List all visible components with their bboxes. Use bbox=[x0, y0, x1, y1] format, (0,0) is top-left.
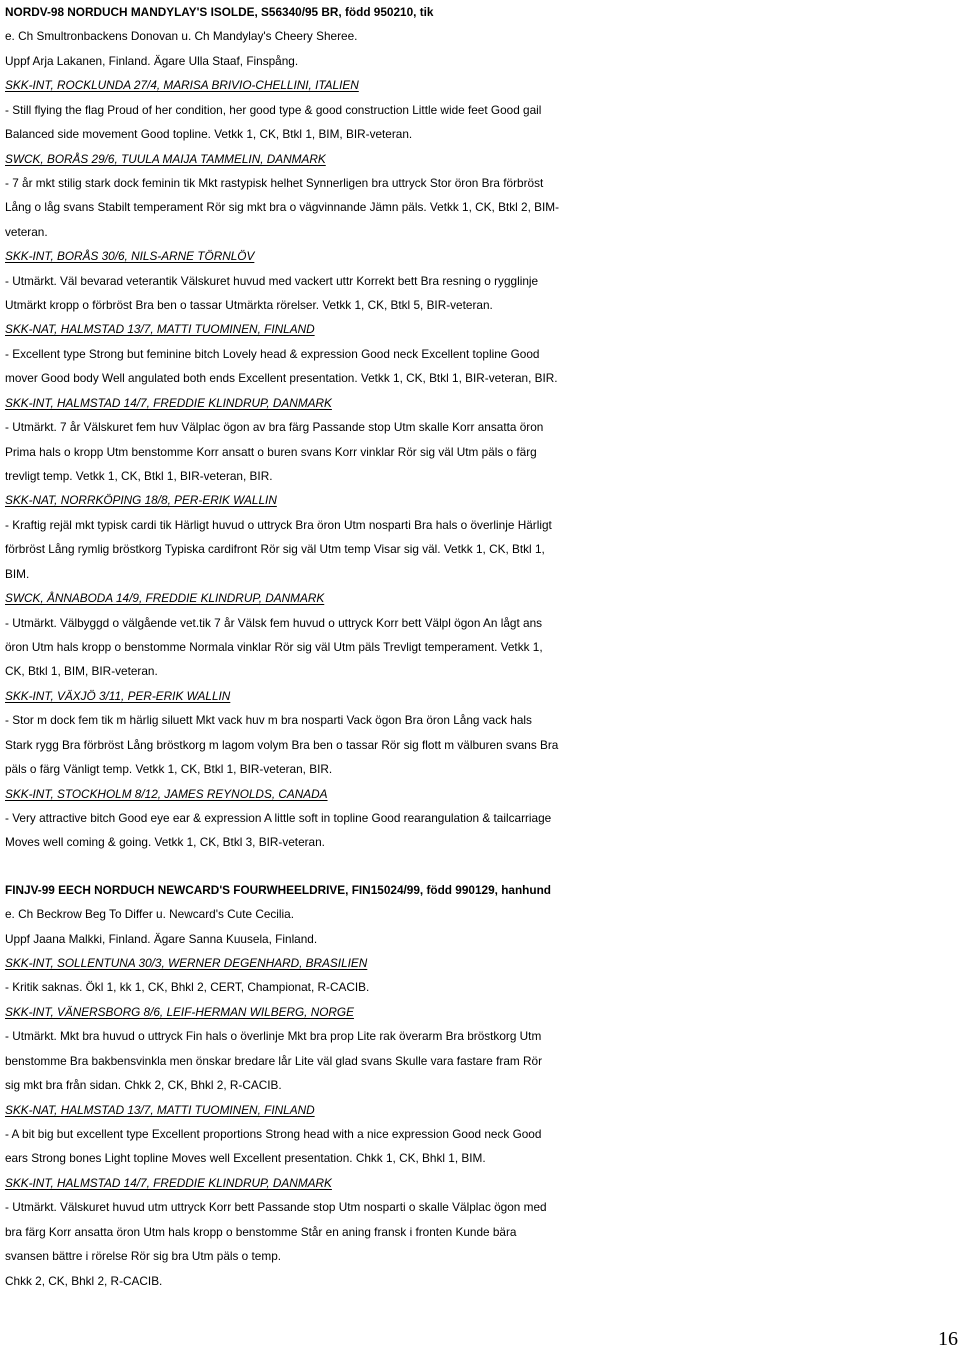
entry-2 bbox=[5, 878, 957, 1293]
text-line: Utmärkt kropp o förbröst Bra ben o tassar Utmärkta rörelser. Vetkk 1, CK, Btkl 5, BIR-veteran. bbox=[5, 298, 493, 313]
text-line: - Utmärkt. 7 år Välskuret fem huv Välplac ögon av bra färg Passande stop Utm skalle Korr ansatta öron bbox=[5, 420, 544, 435]
text-line: - Very attractive bitch Good eye ear & expression A little soft in topline Good rearangulation & tailcarriage bbox=[5, 810, 552, 825]
text-line: ears Strong bones Light topline Moves well Excellent presentation. Chkk 1, CK, Bhkl 1, BIM. bbox=[5, 1151, 486, 1166]
judge-heading: SKK-INT, VÄXJÖ 3/11, PER-ERIK WALLIN bbox=[5, 688, 231, 703]
judge-heading: SKK-INT, HALMSTAD 14/7, FREDDIE KLINDRUP, DANMARK bbox=[5, 1175, 332, 1190]
text-line: Uppf Arja Lakanen, Finland. Ägare Ulla Staaf, Finspång. bbox=[5, 53, 299, 68]
text-line: BIM. bbox=[5, 566, 30, 581]
text-line: Stark rygg Bra förbröst Lång bröstkorg m lagom volym Bra ben o tassar Rör sig flott m välburen svans Bra bbox=[5, 737, 559, 752]
text-line: e. Ch Smultronbackens Donovan u. Ch Mandylay's Cheery Sheree. bbox=[5, 29, 358, 44]
text-line: - Stor m dock fem tik m härlig siluett Mkt vack huv m bra nosparti Vack ögon Bra öron Lång vack hals bbox=[5, 713, 532, 728]
judge-heading: SKK-INT, HALMSTAD 14/7, FREDDIE KLINDRUP, DANMARK bbox=[5, 395, 332, 410]
entry-body bbox=[5, 902, 957, 1293]
text-line: öron Utm hals kropp o benstomme Normala vinklar Rör sig väl Utm päls Trevligt temperament. Vetkk 1, bbox=[5, 639, 543, 654]
text-line: benstomme Bra bakbensvinkla men önskar bredare lår Lite väl glad svans Skulle vara fastare fram Rör bbox=[5, 1053, 543, 1068]
text-line: - Utmärkt. Väl bevarad veterantik Välskuret huvud med vackert uttr Korrekt bett Bra resning o rygglinje bbox=[5, 273, 539, 288]
text-line: förbröst Lång rymlig bröstkorg Typiska cardifront Rör sig väl Utm temp Visar sig väl. Vetkk 1, CK, Btkl 1, bbox=[5, 542, 545, 557]
text-line: - Utmärkt. Välskuret huvud utm uttryck Korr bett Passande stop Utm nosparti o skalle Välplac ögon med bbox=[5, 1200, 547, 1215]
text-line: veteran. bbox=[5, 224, 48, 239]
entry-header: NORDV-98 NORDUCH MANDYLAY'S ISOLDE, S56340/95 BR, född 950210, tik bbox=[5, 5, 434, 19]
text-line: Chkk 2, CK, Bhkl 2, R-CACIB. bbox=[5, 1273, 163, 1288]
text-line: Prima hals o kropp Utm benstomme Korr ansatt o buren svans Korr vinklar Rör sig väl Utm päls o färg bbox=[5, 444, 537, 459]
page-number: 16 bbox=[938, 1328, 958, 1350]
judge-heading: SKK-NAT, NORRKÖPING 18/8, PER-ERIK WALLIN bbox=[5, 493, 277, 508]
text-line: päls o färg Vänligt temp. Vetkk 1, CK, Btkl 1, BIR-veteran, BIR. bbox=[5, 762, 333, 777]
text-line: Moves well coming & going. Vetkk 1, CK, Btkl 3, BIR-veteran. bbox=[5, 835, 325, 850]
text-line: - Excellent type Strong but feminine bitch Lovely head & expression Good neck Excellent topline Good bbox=[5, 346, 540, 361]
text-line: - Kraftig rejäl mkt typisk cardi tik Härligt huvud o uttryck Bra öron Utm nosparti Bra hals o överlinje Härligt bbox=[5, 517, 552, 532]
text-line: CK, Btkl 1, BIM, BIR-veteran. bbox=[5, 664, 158, 679]
text-line: sig mkt bra från sidan. Chkk 2, CK, Bhkl 2, R-CACIB. bbox=[5, 1078, 282, 1093]
judge-heading: SKK-INT, STOCKHOLM 8/12, JAMES REYNOLDS, CANADA bbox=[5, 786, 328, 801]
text-line: - Kritik saknas. Ökl 1, kk 1, CK, Bhkl 2, CERT, Championat, R-CACIB. bbox=[5, 980, 370, 995]
text-line: e. Ch Beckrow Beg To Differ u. Newcard's Cute Cecilia. bbox=[5, 907, 294, 922]
document-page bbox=[5, 0, 957, 1293]
entry-1 bbox=[5, 0, 957, 855]
judge-heading: SKK-NAT, HALMSTAD 13/7, MATTI TUOMINEN, FINLAND bbox=[5, 322, 315, 337]
text-line: - 7 år mkt stilig stark dock feminin tik Mkt rastypisk helhet Synnerligen bra uttryck Stor öron Bra förbröst bbox=[5, 175, 544, 190]
judge-heading: SWCK, ÅNNABODA 14/9, FREDDIE KLINDRUP, DANMARK bbox=[5, 591, 325, 606]
text-line: svansen bättre i rörelse Rör sig bra Utm päls o temp. bbox=[5, 1249, 282, 1264]
text-line: mover Good body Well angulated both ends Excellent presentation. Vetkk 1, CK, Btkl 1, BIR-veteran, BIR. bbox=[5, 371, 558, 386]
judge-heading: SKK-INT, SOLLENTUNA 30/3, WERNER DEGENHARD, BRASILIEN bbox=[5, 956, 368, 971]
entry-body bbox=[5, 24, 957, 854]
text-line: - Still flying the flag Proud of her condition, her good type & good construction Little wide feet Good gail bbox=[5, 102, 542, 117]
text-line: bra färg Korr ansatta öron Utm hals kropp o benstomme Står en aning fransk i fronten Kunde bära bbox=[5, 1224, 517, 1239]
text-line: - Utmärkt. Mkt bra huvud o uttryck Fin hals o överlinje Mkt bra prop Lite rak överarm Bra bröstkorg Utm bbox=[5, 1029, 542, 1044]
text-line: Balanced side movement Good topline. Vetkk 1, CK, Btkl 1, BIM, BIR-veteran. bbox=[5, 127, 413, 142]
text-line: trevligt temp. Vetkk 1, CK, Btkl 1, BIR-veteran, BIR. bbox=[5, 469, 273, 484]
judge-heading: SKK-INT, BORÅS 30/6, NILS-ARNE TÖRNLÖV bbox=[5, 249, 255, 264]
entry-header: FINJV-99 EECH NORDUCH NEWCARD'S FOURWHEELDRIVE, FIN15024/99, född 990129, hanhund bbox=[5, 882, 551, 897]
text-line: - Utmärkt. Välbyggd o välgående vet.tik 7 år Välsk fem huvud o uttryck Korr bett Välpl ögon An lågt ans bbox=[5, 615, 543, 630]
judge-heading: SWCK, BORÅS 29/6, TUULA MAIJA TAMMELIN, DANMARK bbox=[5, 151, 326, 166]
text-line: - A bit big but excellent type Excellent proportions Strong head with a nice expression Good neck Good bbox=[5, 1126, 542, 1141]
text-line: Uppf Jaana Malkki, Finland. Ägare Sanna Kuusela, Finland. bbox=[5, 931, 318, 946]
judge-heading: SKK-INT, VÄNERSBORG 8/6, LEIF-HERMAN WILBERG, NORGE bbox=[5, 1004, 354, 1019]
entry-spacer bbox=[5, 855, 957, 878]
text-line: Lång o låg svans Stabilt temperament Rör sig mkt bra o vägvinnande Jämn päls. Vetkk 1, CK, Btkl 2, BIM- bbox=[5, 200, 560, 215]
judge-heading: SKK-INT, ROCKLUNDA 27/4, MARISA BRIVIO-CHELLINI, ITALIEN bbox=[5, 78, 359, 93]
judge-heading: SKK-NAT, HALMSTAD 13/7, MATTI TUOMINEN, FINLAND bbox=[5, 1102, 315, 1117]
